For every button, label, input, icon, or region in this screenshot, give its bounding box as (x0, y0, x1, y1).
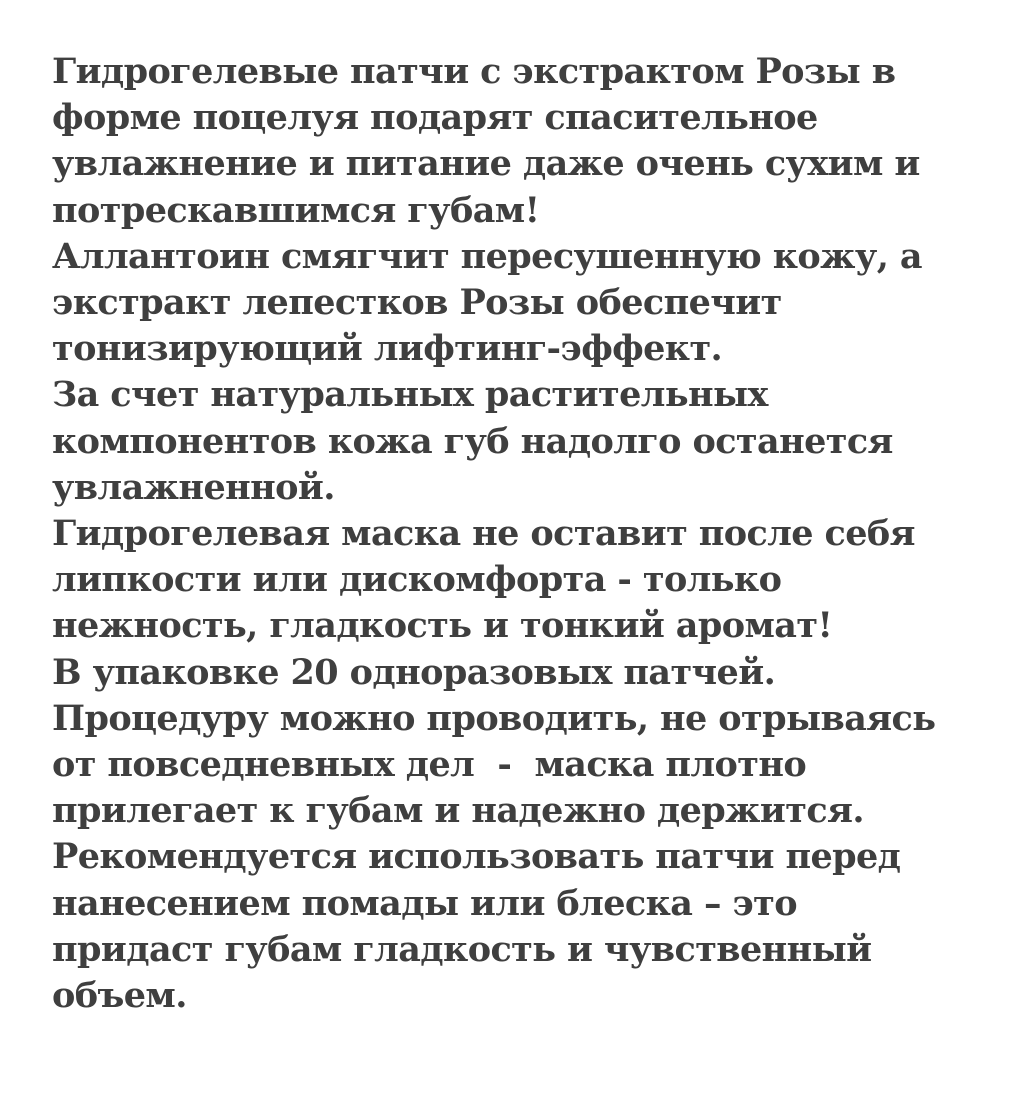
text-line-14: В упаковке 20 одноразовых патчей. (52, 651, 776, 693)
description-text-block (52, 49, 992, 1019)
text-line-5: Аллантоин смягчит пересушенную кожу, а (52, 235, 922, 277)
text-line-19: нанесением помады или блеска – это (52, 882, 797, 924)
text-line-17: прилегает к губам и надежно держится. (52, 790, 864, 832)
text-line-10: увлажненной. (52, 466, 335, 508)
text-line-9: компонентов кожа губ надолго останется (52, 420, 893, 462)
text-line-1: Гидрогелевые патчи с экстрактом Розы в (52, 51, 896, 92)
text-line-21: объем. (52, 975, 187, 1017)
text-line-6: экстракт лепестков Розы обеспечит (52, 282, 782, 324)
text-line-7: тонизирующий лифтинг-эффект. (52, 328, 723, 370)
text-line-11: Гидрогелевая маска не оставит после себя (52, 513, 915, 555)
text-line-13: нежность, гладкость и тонкий аромат! (52, 605, 833, 647)
text-line-12: липкости или дискомфорта - только (52, 559, 782, 601)
text-line-15: Процедуру можно проводить, не отрываясь (52, 697, 936, 739)
text-line-18: Рекомендуется использовать патчи перед (52, 836, 901, 878)
text-line-20: придаст губам гладкость и чувственный (52, 928, 872, 970)
text-line-2: форме поцелуя подарят спасительное (52, 97, 818, 139)
text-line-3: увлажнение и питание даже очень сухим и (52, 143, 920, 185)
text-line-16: от повседневных дел - маска плотно (52, 744, 807, 786)
text-line-4: потрескавшимся губам! (52, 189, 540, 231)
text-line-8: За счет натуральных растительных (52, 374, 768, 416)
